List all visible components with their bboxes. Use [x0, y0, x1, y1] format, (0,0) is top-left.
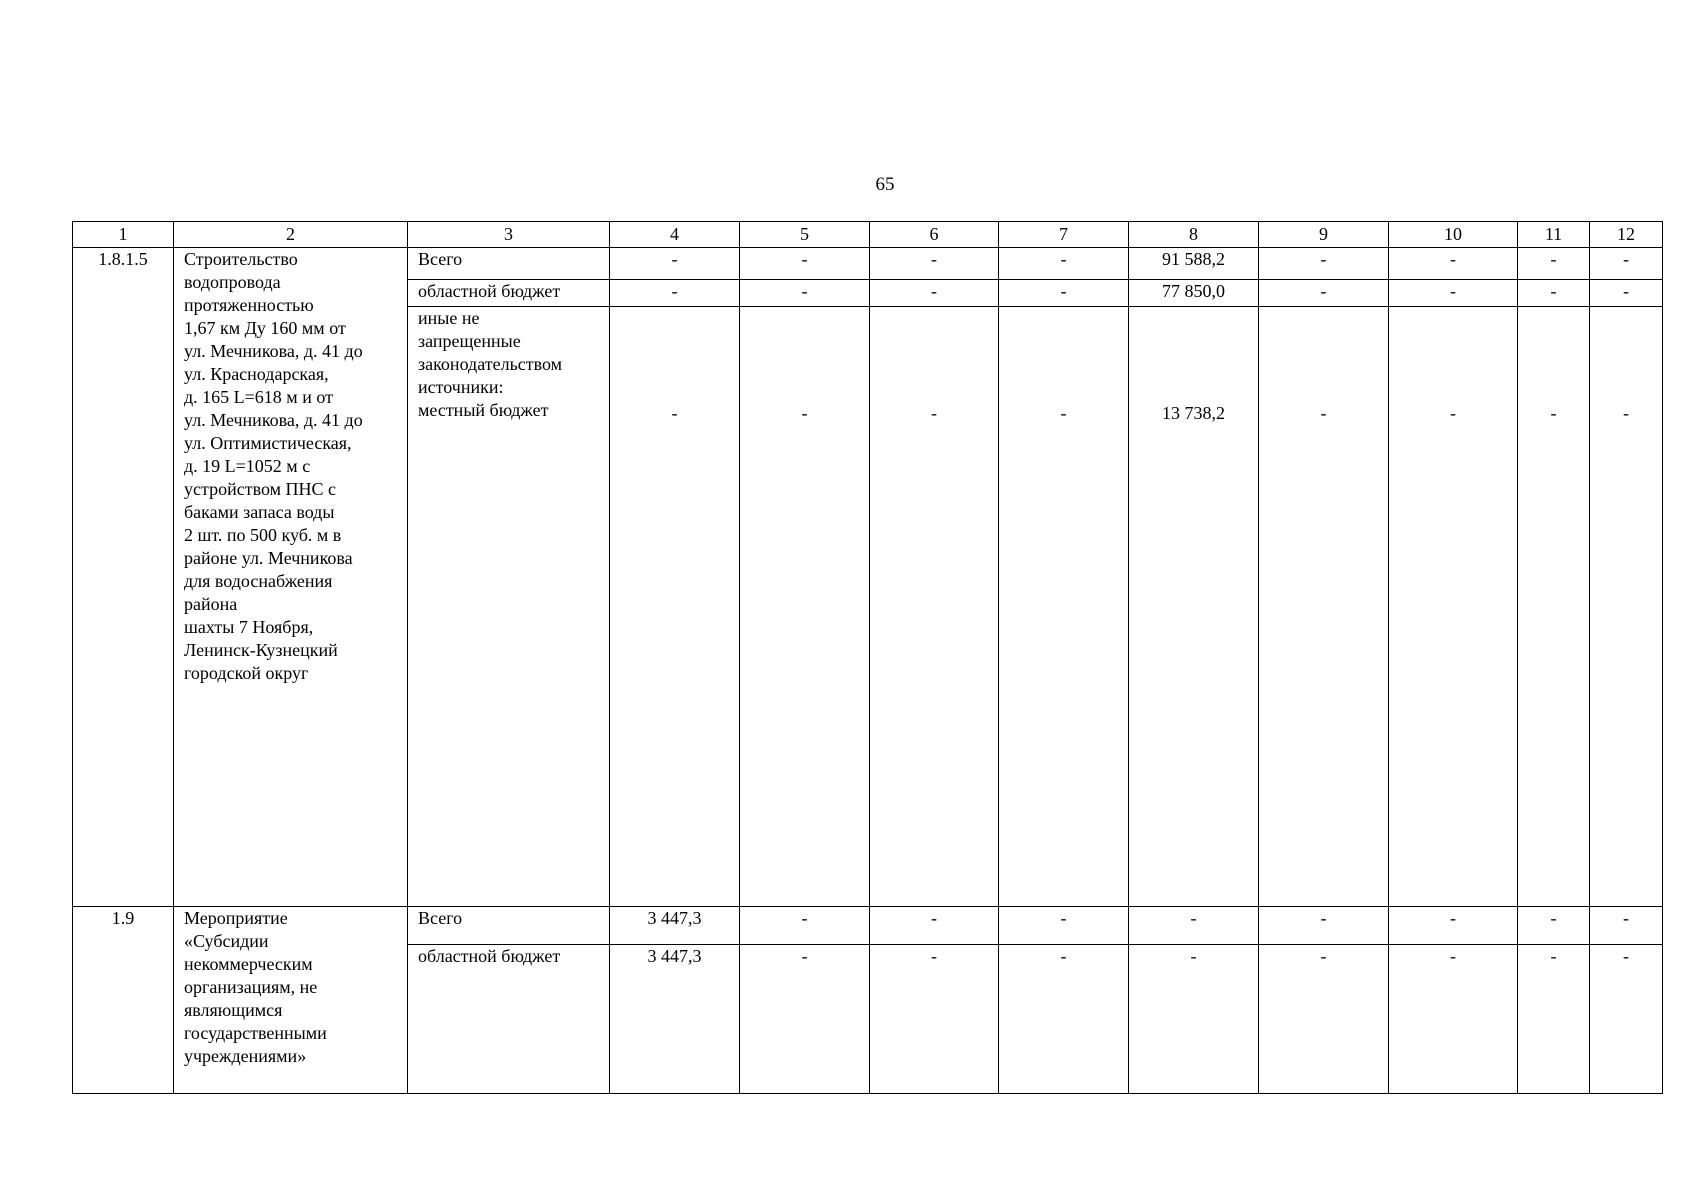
value-cell: 91 588,2	[1129, 248, 1259, 280]
value-cell: -	[999, 945, 1129, 1094]
column-number: 6	[870, 222, 999, 248]
value-cell: -	[610, 280, 740, 307]
funding-source: областной бюджет	[408, 945, 610, 1094]
value-cell: -	[1259, 945, 1389, 1094]
value-cell: -	[1259, 280, 1389, 307]
entry-number: 1.8.1.5	[73, 248, 174, 907]
value-cell: -	[870, 907, 999, 945]
value-cell: -	[999, 307, 1129, 907]
value-cell: -	[1129, 945, 1259, 1094]
value-cell: -	[1259, 248, 1389, 280]
table-row	[73, 248, 1663, 280]
budget-table	[72, 221, 1663, 1094]
value-cell: -	[1259, 307, 1389, 907]
value-cell: -	[1518, 307, 1590, 907]
column-number: 3	[408, 222, 610, 248]
column-number: 5	[740, 222, 870, 248]
value-cell: -	[1590, 307, 1663, 907]
value-cell: -	[1389, 280, 1518, 307]
value-cell: -	[1518, 280, 1590, 307]
column-number: 11	[1518, 222, 1590, 248]
value-cell: -	[1389, 907, 1518, 945]
value-cell: -	[1590, 280, 1663, 307]
value-cell: -	[1129, 907, 1259, 945]
value-cell: -	[870, 307, 999, 907]
value-cell: 3 447,3	[610, 945, 740, 1094]
value-cell: -	[1518, 907, 1590, 945]
entry-description: Строительство водопровода протяженностью 1,67 км Ду 160 мм от ул. Мечникова, д. 41 до ул. Краснодарская, д. 165 L=618 м и от ул. Мечникова, д. 41 до ул. Оптимистическая, д. 19 L=1052 м с устройством ПНС с баками запаса воды 2 шт. по 500 куб. м в районе ул. Мечникова для водоснабжения района шахты 7 Ноября, Ленинск-Кузнецкий городской округ	[174, 248, 408, 907]
value-cell: -	[1590, 907, 1663, 945]
value-cell: 13 738,2	[1129, 307, 1259, 907]
value-cell: 3 447,3	[610, 907, 740, 945]
entry-number: 1.9	[73, 907, 174, 1094]
column-number: 2	[174, 222, 408, 248]
value-cell: -	[870, 945, 999, 1094]
value-cell: -	[740, 945, 870, 1094]
table-row	[73, 907, 1663, 945]
page-number: 65	[875, 174, 895, 195]
value-cell: -	[999, 248, 1129, 280]
value-cell: -	[740, 907, 870, 945]
value-cell: -	[1518, 248, 1590, 280]
entry-description: Мероприятие «Субсидии некоммерческим организациям, не являющимся государственными учреждениями»	[174, 907, 408, 1094]
column-number: 9	[1259, 222, 1389, 248]
value-cell: 77 850,0	[1129, 280, 1259, 307]
column-number: 10	[1389, 222, 1518, 248]
funding-source: Всего	[408, 248, 610, 280]
column-number-row	[73, 222, 1663, 248]
value-cell: -	[610, 307, 740, 907]
column-number: 4	[610, 222, 740, 248]
value-cell: -	[740, 248, 870, 280]
value-cell: -	[1590, 945, 1663, 1094]
value-cell: -	[1518, 945, 1590, 1094]
value-cell: -	[870, 280, 999, 307]
funding-source: областной бюджет	[408, 280, 610, 307]
value-cell: -	[999, 280, 1129, 307]
value-cell: -	[1259, 907, 1389, 945]
value-cell: -	[999, 907, 1129, 945]
funding-source: иные не запрещенные законодательством источники: местный бюджет	[408, 307, 610, 907]
value-cell: -	[1590, 248, 1663, 280]
column-number: 1	[73, 222, 174, 248]
value-cell: -	[1389, 248, 1518, 280]
value-cell: -	[1389, 307, 1518, 907]
column-number: 12	[1590, 222, 1663, 248]
value-cell: -	[1389, 945, 1518, 1094]
column-number: 7	[999, 222, 1129, 248]
value-cell: -	[610, 248, 740, 280]
value-cell: -	[870, 248, 999, 280]
funding-source: Всего	[408, 907, 610, 945]
value-cell: -	[740, 280, 870, 307]
value-cell: -	[740, 307, 870, 907]
column-number: 8	[1129, 222, 1259, 248]
